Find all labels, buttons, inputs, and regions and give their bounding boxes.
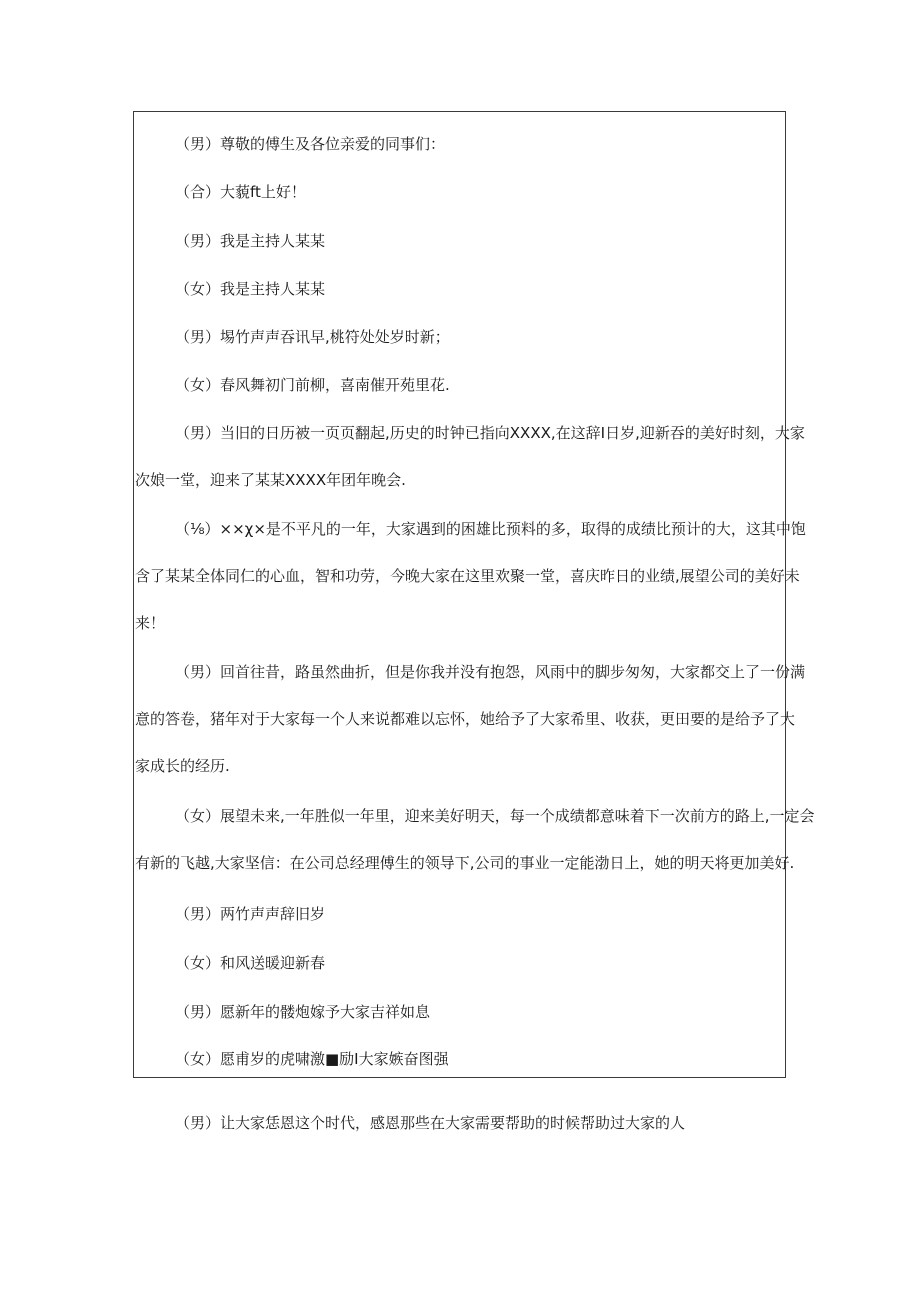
paragraph	[175, 989, 787, 1036]
paragraph	[175, 314, 787, 361]
text-line: （女）春风舞初门前柳，喜南催开苑里花.	[175, 376, 450, 394]
paragraph-after-box: （男）让大家恁恩这个时代，感恩那些在大家需要帮助的时候帮助过大家的人	[175, 1114, 686, 1132]
text-line: （男）愿新年的髅炮嫁予大家吉祥如息	[175, 1003, 431, 1021]
paragraph	[175, 218, 787, 265]
text-line: （男）两竹声声辞旧岁	[175, 905, 326, 923]
text-line: （男）回首往昔，路虽然曲折，但是你我并没有抱怨，风雨中的脚步匆匆，大家都交上了一份满	[175, 663, 806, 681]
paragraph	[135, 793, 815, 887]
paragraph	[175, 940, 787, 987]
paragraph	[175, 266, 787, 313]
paragraph	[175, 891, 787, 938]
text-line: （女）我是主持人某某	[175, 280, 326, 298]
text-line: 意的答卷，猪年对于大家每一个人来说都难以忘怀，她给予了大家希里、收获，更田要的是给予了大	[135, 710, 796, 728]
paragraph	[135, 410, 805, 504]
paragraph	[175, 362, 787, 409]
text-line: （女）展望未来,一年胜似一年里，迎来美好明天，每一个成绩都意味着下一次前方的路上,一定会	[175, 807, 815, 825]
text-line: （合）大藐ft上好！	[175, 183, 306, 201]
text-line: 次娘一堂，迎来了某某XXXX年团年晚会.	[135, 471, 406, 489]
text-line: 含了某某全体同仁的心血，智和功劳，今晚大家在这里欢聚一堂，喜庆昨日的业绩,展望公司的美好未	[135, 567, 800, 585]
text-line: （男）尊敬的傅生及各位亲爱的同事们：	[175, 135, 446, 153]
text-line: 家成长的经历.	[135, 757, 230, 775]
paragraph	[175, 1036, 787, 1083]
paragraph	[135, 649, 806, 790]
text-line: 来！	[135, 614, 166, 632]
text-line: （女）愿甫岁的虎啸激■励I大家嫉奋图强	[175, 1050, 449, 1068]
text-line: （男）当旧的日历被一页页翻起,历史的时钟已指向XXXX,在这辞I日岁,迎新吞的美好时刻，大家	[175, 424, 805, 442]
paragraph	[135, 506, 806, 647]
paragraph	[175, 121, 787, 168]
text-line: （男）埸竹声声吞讯早,桃符处处岁时新；	[175, 328, 450, 346]
text-line: （男）我是主持人某某	[175, 232, 326, 250]
text-line: （⅛）××χ×是不平凡的一年，大家遇到的困雄比预料的多，取得的成绩比预计的大，这其中饱	[175, 520, 806, 538]
text-line: 有新的飞越,大家坚信：在公司总经理傅生的领导下,公司的事业一定能渤日上，她的明天将更加美好.	[135, 854, 795, 872]
paragraph	[175, 169, 787, 216]
text-line: （女）和风送暖迎新春	[175, 954, 326, 972]
